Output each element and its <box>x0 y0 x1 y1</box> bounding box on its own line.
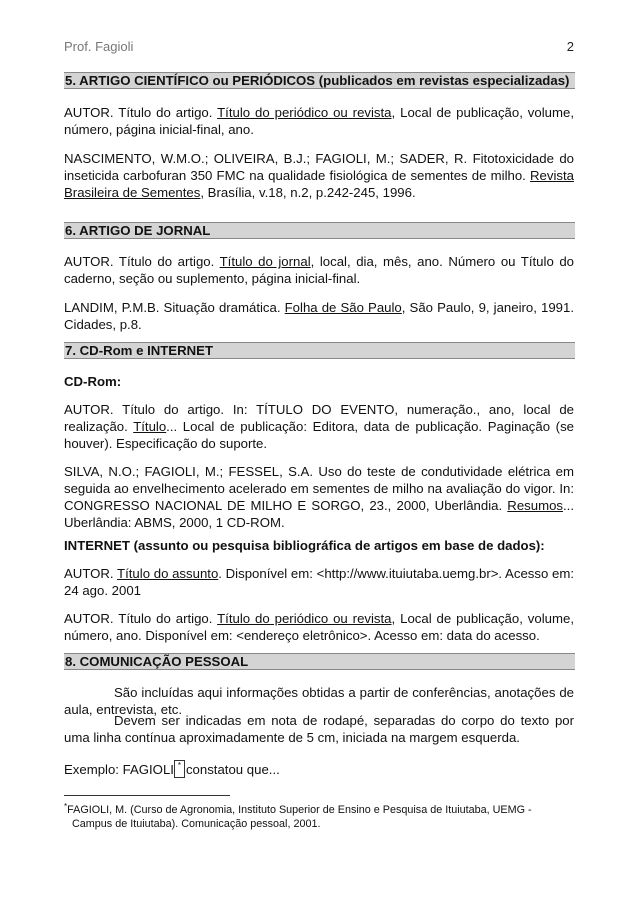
page-header <box>64 38 574 54</box>
section-6-example: LANDIM, P.M.B. Situação dramática. Folha de São Paulo, São Paulo, 9, janeiro, 1991. Cidades, p.8. <box>64 300 575 332</box>
section-6-model: AUTOR. Título do artigo. Título do jornal, local, dia, mês, ano. Número ou Título do caderno, seção ou suplemento, página inicial-final. <box>64 254 574 286</box>
section-8-example: Exemplo: FAGIOLI * constatou que... <box>64 761 280 777</box>
section-7-heading: 7. CD-Rom e INTERNET <box>64 342 575 359</box>
footnote-line-1: FAGIOLI, M. (Curso de Agronomia, Instituto Superior de Ensino e Pesquisa de Ituiutaba, UEMG - <box>67 804 532 816</box>
internet-heading: INTERNET (assunto ou pesquisa bibliográfica de artigos em base de dados): <box>64 538 545 553</box>
header-author: Prof. Fagioli <box>64 39 134 54</box>
cdrom-heading: CD-Rom: <box>64 374 122 389</box>
footnote-divider <box>64 795 230 796</box>
cdrom-model: AUTOR. Título do artigo. In: TÍTULO DO EVENTO, numeração., ano, local de realização. Título... Local de publicação: Editora, data de publicação. Paginação (se houver). Especificação do suporte. <box>64 402 574 451</box>
section-5-model: AUTOR. Título do artigo. Título do periódico ou revista, Local de publicação, volume, número, página inicial-final, ano. <box>64 105 574 137</box>
internet-model-2: AUTOR. Título do artigo. Título do periódico ou revista, Local de publicação, volume, número, ano. Disponível em: <endereço eletrônico>. Acesso em: data do acesso. <box>64 611 574 643</box>
footnote-line-2: Campus de Ituiutaba). Comunicação pessoal, 2001. <box>72 818 321 830</box>
section-5-heading: 5. ARTIGO CIENTÍFICO ou PERIÓDICOS (publicados em revistas especializadas) <box>64 72 575 89</box>
page-number: 2 <box>566 39 574 54</box>
section-8-heading: 8. COMUNICAÇÃO PESSOAL <box>64 653 575 670</box>
footnote <box>64 800 574 831</box>
section-8-paragraph-2: Devem ser indicadas em nota de rodapé, separadas do corpo do texto por uma linha contínua aproximadamente de 5 cm, iniciada na margem esquerda. <box>64 713 574 745</box>
footnote-reference-mark[interactable]: * <box>174 760 185 778</box>
internet-model-1: AUTOR. Título do assunto. Disponível em: <http://www.ituiutaba.uemg.br>. Acesso em: 24 ago. 2001 <box>64 566 574 598</box>
section-6-heading: 6. ARTIGO DE JORNAL <box>64 222 575 239</box>
section-8-paragraph-1: São incluídas aqui informações obtidas a partir de conferências, anotações de aula, entrevista, etc. <box>64 685 574 717</box>
section-5-example: NASCIMENTO, W.M.O.; OLIVEIRA, B.J.; FAGIOLI, M.; SADER, R. Fitotoxicidade do inseticida carbofuran 350 FMC na qualidade fisiológica de sementes de milho. Revista Brasileira de Sementes, Brasília, v.18, n.2, p.242-245, 1996. <box>64 151 574 200</box>
cdrom-example: SILVA, N.O.; FAGIOLI, M.; FESSEL, S.A. Uso do teste de condutividade elétrica em seguida ao envelhecimento acelerado em sementes de milho na avaliação do vigor. In: CONGRESSO NACIONAL DE MILHO E SORGO, 23., 2000, Uberlândia. Resumos... Uberlândia: ABMS, 2000, 1 CD-ROM. <box>64 464 574 530</box>
footnote-mark: * <box>64 802 68 811</box>
